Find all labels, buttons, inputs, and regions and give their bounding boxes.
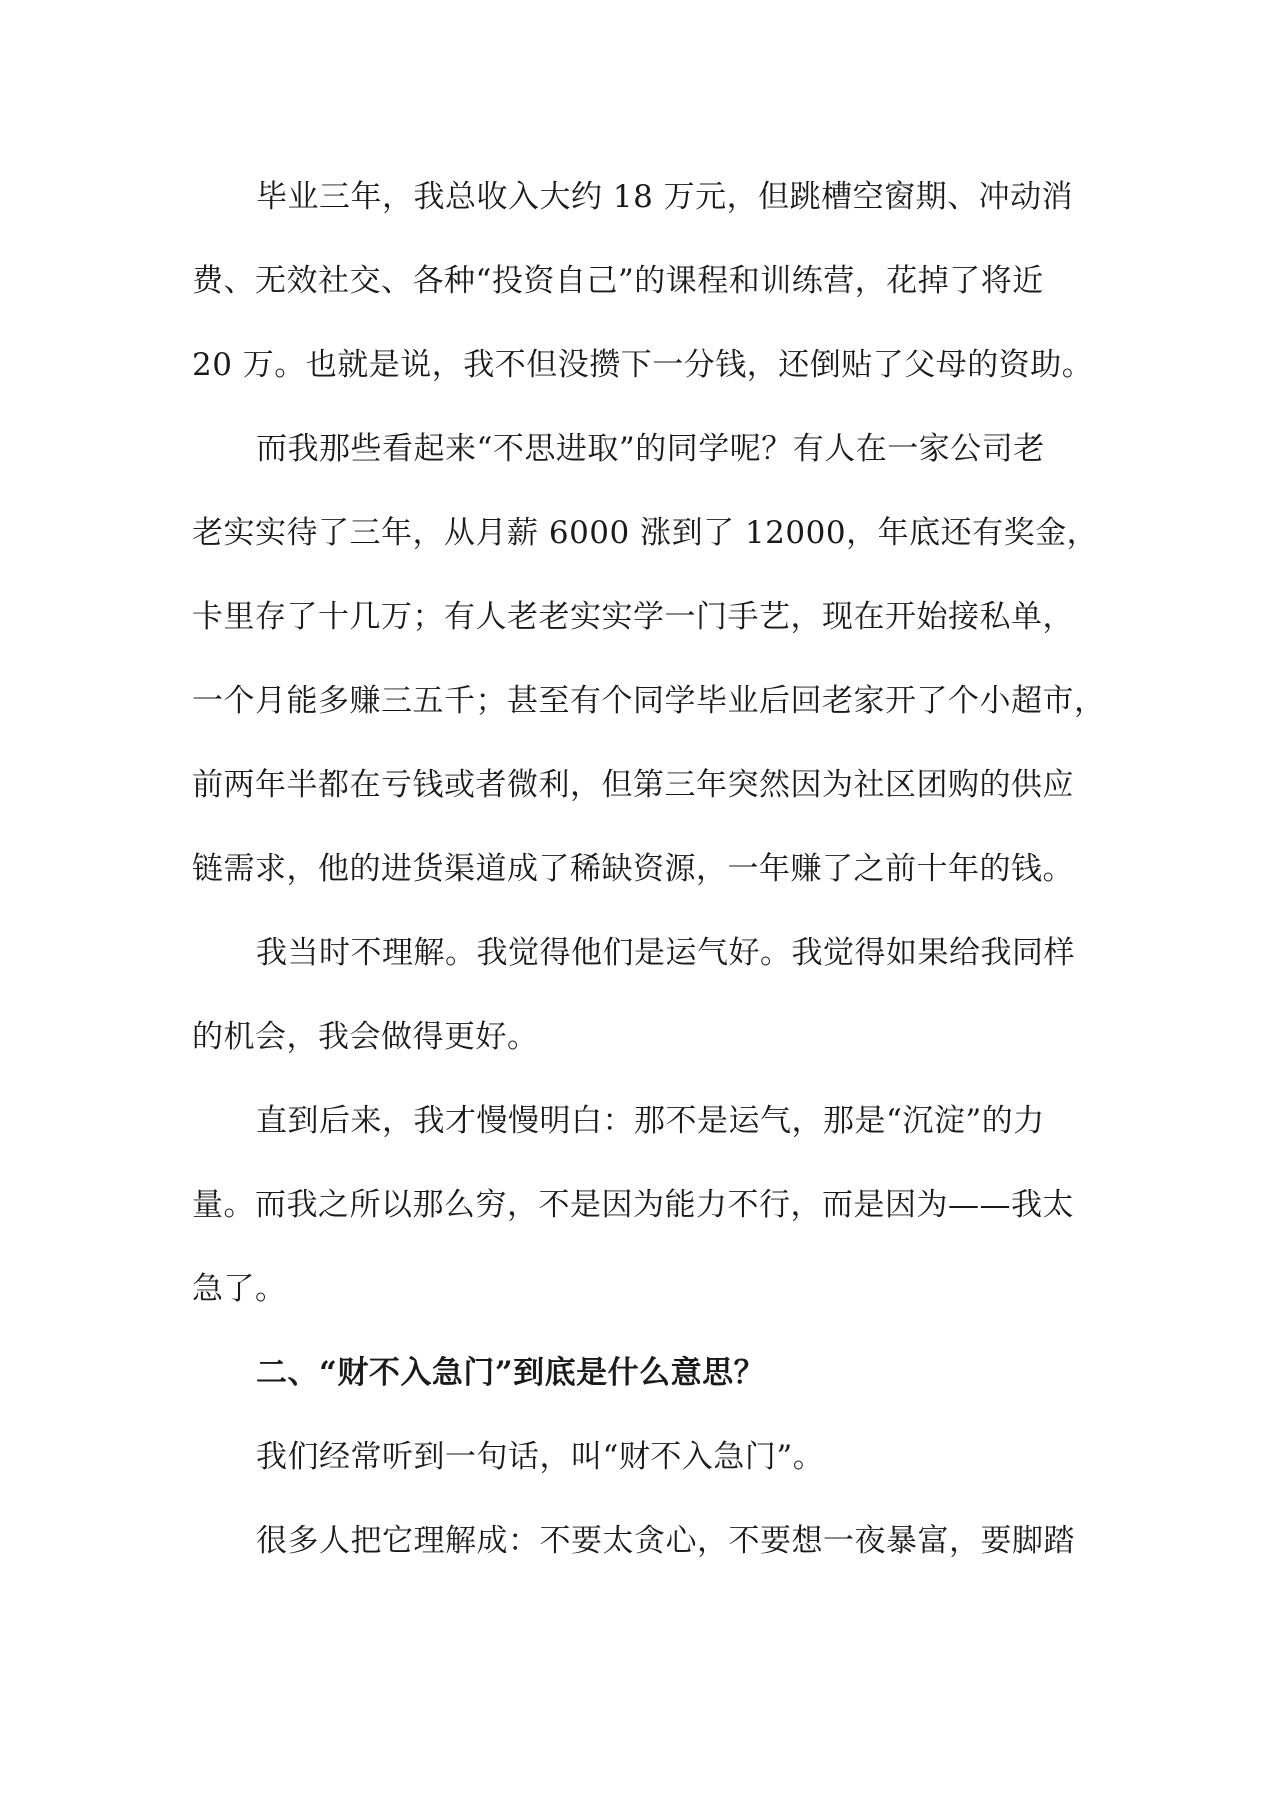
paragraph-line: 量。而我之所以那么穷，不是因为能力不行，而是因为——我太 xyxy=(192,1187,1074,1223)
paragraph-line: 前两年半都在亏钱或者微利，但第三年突然因为社区团购的供应 xyxy=(192,767,1074,803)
paragraph-line: 20 万。也就是说，我不但没攒下一分钱，还倒贴了父母的资助。 xyxy=(192,347,1094,383)
paragraph-line: 直到后来，我才慢慢明白：那不是运气，那是“沉淀”的力 xyxy=(256,1103,1045,1139)
paragraph-line: 费、无效社交、各种“投资自己”的课程和训练营，花掉了将近 xyxy=(192,263,1044,299)
paragraph-line: 一个月能多赚三五千；甚至有个同学毕业后回老家开了个小超市， xyxy=(192,683,1106,719)
paragraph-line: 很多人把它理解成：不要太贪心，不要想一夜暴富，要脚踏 xyxy=(256,1523,1075,1559)
paragraph-line: 老实实待了三年，从月薪 6000 涨到了 12000，年底还有奖金， xyxy=(192,515,1099,551)
paragraph-line: 的机会，我会做得更好。 xyxy=(192,1019,539,1055)
section-heading: 二、“财不入急门”到底是什么意思？ xyxy=(256,1355,766,1391)
paragraph-line: 毕业三年，我总收入大约 18 万元，但跳槽空窗期、冲动消 xyxy=(256,179,1074,215)
paragraph-line: 而我那些看起来“不思进取”的同学呢？有人在一家公司老 xyxy=(256,431,1045,467)
paragraph-line: 链需求，他的进货渠道成了稀缺资源，一年赚了之前十年的钱。 xyxy=(192,851,1074,887)
paragraph-line: 卡里存了十几万；有人老老实实学一门手艺，现在开始接私单， xyxy=(192,599,1074,635)
paragraph-line: 我们经常听到一句话，叫“财不入急门”。 xyxy=(256,1439,825,1475)
paragraph-line: 我当时不理解。我觉得他们是运气好。我觉得如果给我同样 xyxy=(256,935,1075,971)
paragraph-line: 急了。 xyxy=(192,1271,287,1307)
